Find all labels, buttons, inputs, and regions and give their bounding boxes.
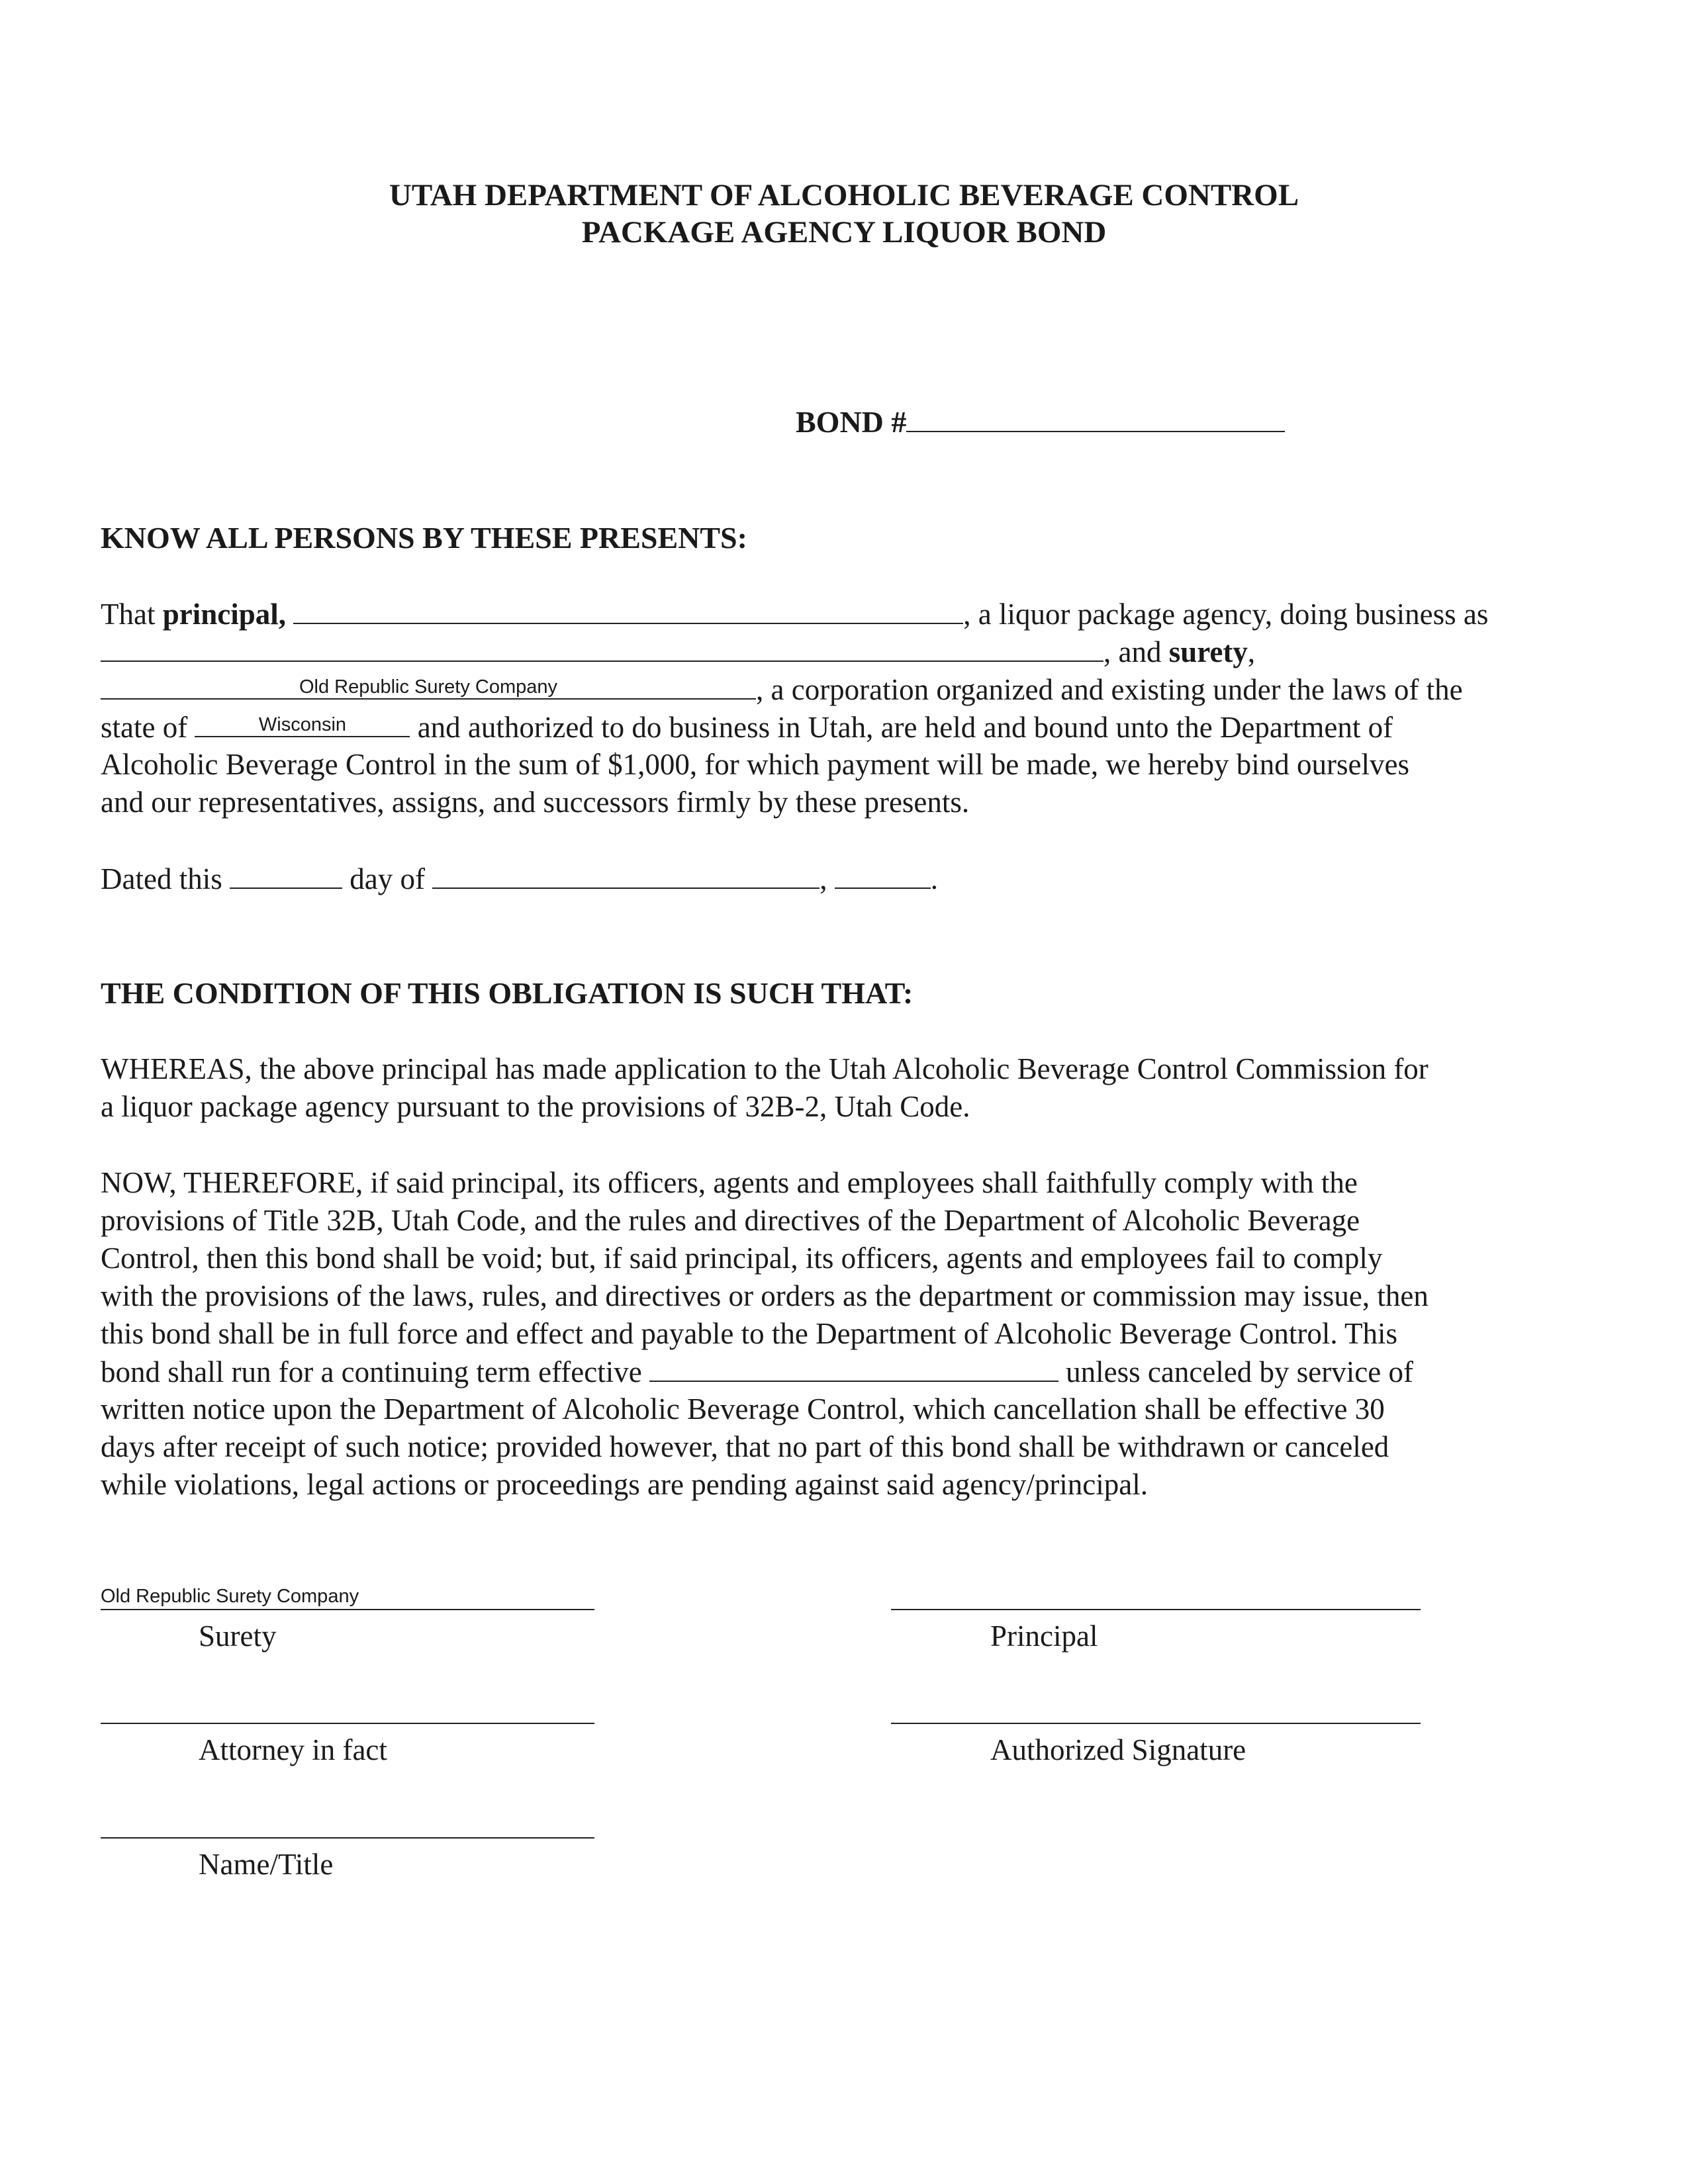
intro-line-1: That principal, , a liquor package agency, doing business as [101,598,1489,631]
now-therefore-line-9: while violations, legal actions or proceedings are pending against said agency/principal. [101,1468,1149,1501]
dated-day-field[interactable] [230,864,342,889]
whereas-line-2: a liquor package agency pursuant to the provisions of 32B-2, Utah Code. [101,1090,970,1123]
know-all-persons-heading: KNOW ALL PERSONS BY THESE PRESENTS: [101,521,747,555]
intro-line-5: Alcoholic Beverage Control in the sum of $1,000, for which payment will be made, we hereby bind ourselves [101,748,1410,781]
now-therefore-line-2: provisions of Title 32B, Utah Code, and the rules and directives of the Department of Alcoholic Beverage [101,1204,1360,1237]
bond-number-label: BOND # [796,405,907,439]
surety-signature-value: Old Republic Surety Company [101,1586,359,1607]
condition-heading: THE CONDITION OF THIS OBLIGATION IS SUCH THAT: [101,976,914,1010]
whereas-line-1: WHEREAS, the above principal has made application to the Utah Alcoholic Beverage Control Commission for [101,1052,1429,1085]
principal-signature-line[interactable] [891,1609,1421,1610]
surety-signature-line[interactable] [101,1609,594,1610]
effective-date-field[interactable] [649,1357,1058,1382]
document-title-line2: PACKAGE AGENCY LIQUOR BOND [581,215,1107,250]
authorized-signature-line[interactable] [891,1723,1421,1724]
intro-line-2: , and surety, [101,637,1255,667]
state-field[interactable] [195,712,410,737]
surety-label: Surety [199,1619,277,1653]
principal-term: principal, [162,598,287,631]
document-title-line1: UTAH DEPARTMENT OF ALCOHOLIC BEVERAGE CONTROL [389,178,1299,212]
state-value: Wisconsin [258,714,347,735]
dba-name-field[interactable] [101,637,1103,662]
surety-name-value: Old Republic Surety Company [299,676,558,698]
attorney-signature-line[interactable] [101,1723,594,1724]
now-therefore-line-4: with the provisions of the laws, rules, and directives or orders as the department or commission may issue, then [101,1279,1429,1312]
dated-month-field[interactable] [432,864,820,889]
now-therefore-line-8: days after receipt of such notice; provided however, that no part of this bond shall be withdrawn or canceled [101,1430,1389,1463]
bond-number-field[interactable] [906,407,1285,432]
intro-line-4: state of Wisconsin and authorized to do business in Utah, are held and bound unto the Department of [101,711,1393,744]
name-title-label: Name/Title [199,1848,334,1881]
now-therefore-line-1: NOW, THEREFORE, if said principal, its officers, agents and employees shall faithfully comply with the [101,1166,1358,1199]
attorney-in-fact-label: Attorney in fact [199,1733,387,1766]
bond-number-row [796,407,1285,437]
surety-name-field[interactable] [101,674,756,700]
principal-label: Principal [990,1619,1098,1653]
dated-year-field[interactable] [835,864,931,889]
authorized-signature-label: Authorized Signature [990,1733,1246,1766]
dated-line: Dated this day of , . [101,862,938,895]
now-therefore-line-5: this bond shall be in full force and effect and payable to the Department of Alcoholic Beverage Control. This [101,1317,1398,1350]
intro-line-6: and our representatives, assigns, and successors firmly by these presents. [101,786,970,819]
now-therefore-line-3: Control, then this bond shall be void; but, if said principal, its officers, agents and employees fail to comply [101,1242,1383,1275]
now-therefore-line-7: written notice upon the Department of Alcoholic Beverage Control, which cancellation shall be effective 30 [101,1392,1385,1426]
intro-line-3: Old Republic Surety Company , a corporation organized and existing under the laws of the [101,674,1463,705]
principal-name-field[interactable] [293,599,963,624]
name-title-line[interactable] [101,1837,594,1839]
surety-term: surety [1168,635,1248,668]
now-therefore-line-6: bond shall run for a continuing term effective unless canceled by service of [101,1355,1413,1388]
